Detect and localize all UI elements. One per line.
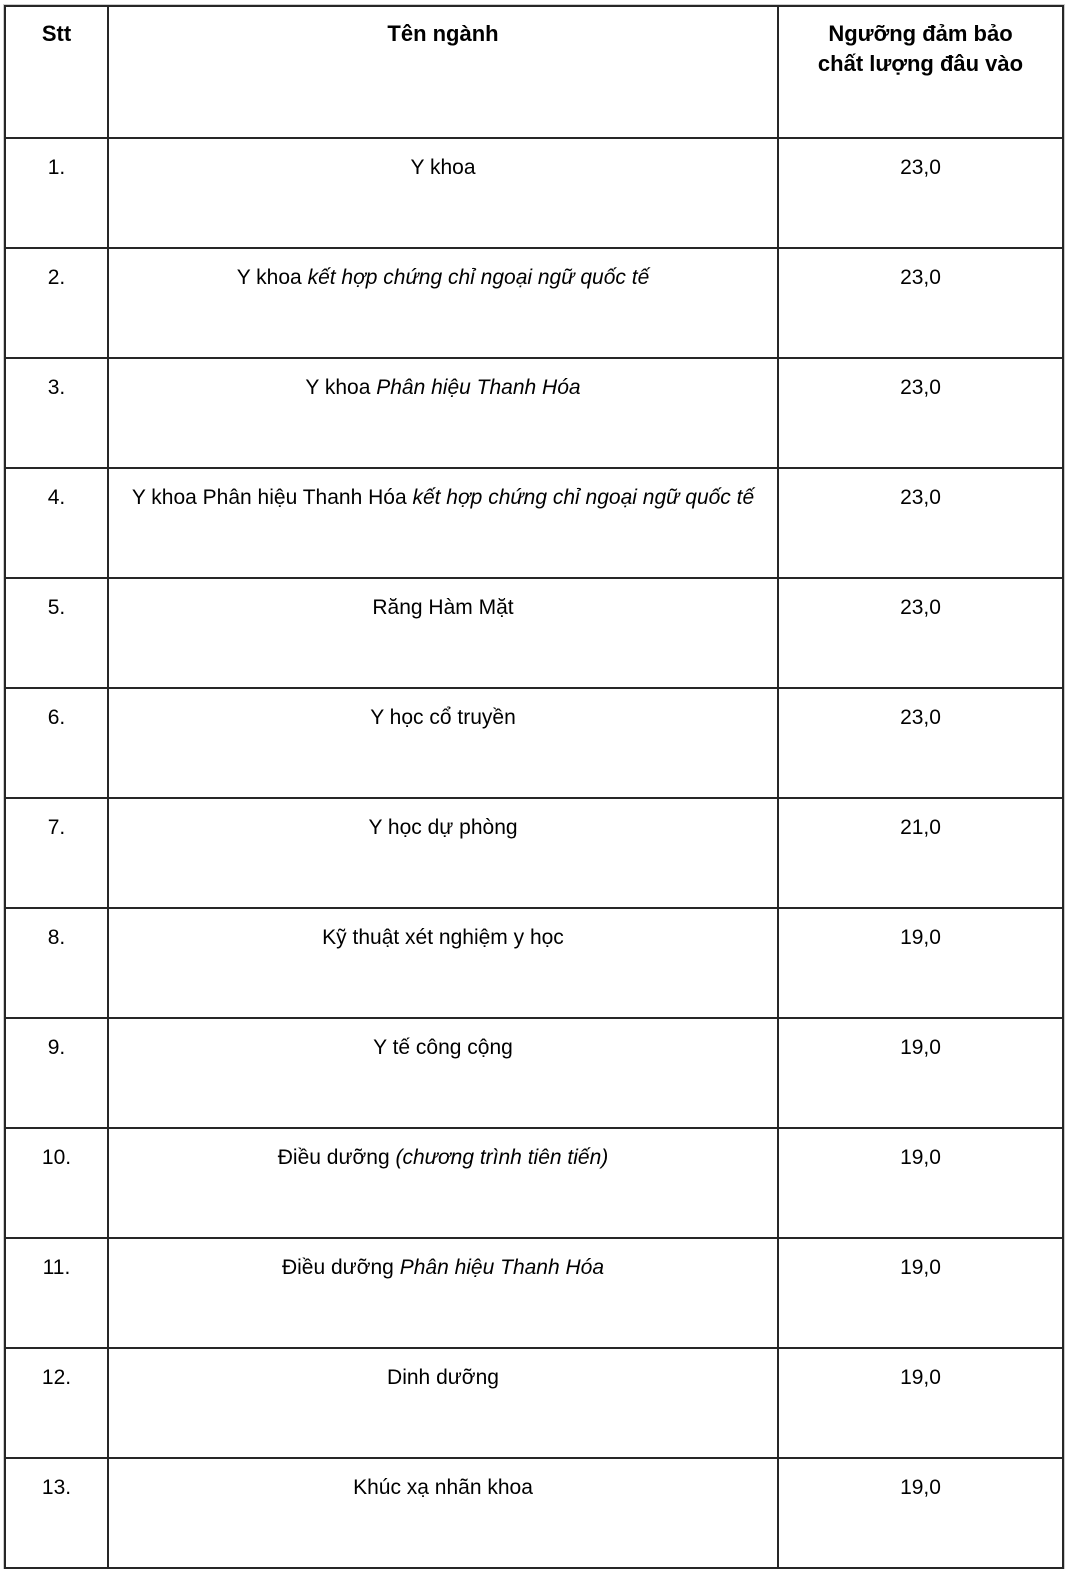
major-name-cell: [108, 1128, 778, 1238]
major-name-cell: [108, 1238, 778, 1348]
table-row: [5, 1238, 1063, 1348]
table-row: [5, 358, 1063, 468]
major-name-cell: [108, 908, 778, 1018]
major-name-cell: [108, 1018, 778, 1128]
row-number-cell: 2.: [5, 248, 108, 358]
major-name-part: Y khoa: [305, 376, 377, 399]
threshold-value-cell: 19,0: [778, 1238, 1063, 1348]
row-number-cell: 11.: [5, 1238, 108, 1348]
major-name-cell: [108, 798, 778, 908]
major-name-part: Y tế công cộng: [373, 1036, 513, 1059]
threshold-value-cell: 23,0: [778, 688, 1063, 798]
major-name-cell: [108, 138, 778, 248]
major-name-cell: [108, 578, 778, 688]
threshold-value-cell: 19,0: [778, 1018, 1063, 1128]
header-ten-nganh: Tên ngành: [108, 6, 778, 138]
major-name-italic-part: kết hợp chứng chỉ ngoại ngữ quốc tế: [307, 266, 650, 289]
threshold-value-cell: 23,0: [778, 358, 1063, 468]
table-row: [5, 138, 1063, 248]
table-row: [5, 248, 1063, 358]
major-name-italic-part: Phân hiệu Thanh Hóa: [376, 376, 581, 399]
header-threshold-line-1: Ngưỡng đảm bảo: [828, 21, 1013, 46]
row-number-cell: 10.: [5, 1128, 108, 1238]
threshold-value-cell: 21,0: [778, 798, 1063, 908]
table-row: [5, 1018, 1063, 1128]
threshold-value-cell: 19,0: [778, 1128, 1063, 1238]
row-number-cell: 3.: [5, 358, 108, 468]
row-number-cell: 6.: [5, 688, 108, 798]
row-number-cell: 4.: [5, 468, 108, 578]
header-stt: Stt: [5, 6, 108, 138]
table-row: [5, 908, 1063, 1018]
major-name-italic-part: kết hợp chứng chỉ ngoại ngữ quốc tế: [412, 486, 755, 509]
threshold-value-cell: 19,0: [778, 1348, 1063, 1458]
header-threshold-line-2: chất lượng đâu vào: [817, 51, 1024, 76]
row-number-cell: 5.: [5, 578, 108, 688]
threshold-value-cell: 19,0: [778, 1458, 1063, 1568]
major-name-cell: [108, 1348, 778, 1458]
major-name-cell: [108, 248, 778, 358]
table-row: [5, 1458, 1063, 1568]
table-row: [5, 1128, 1063, 1238]
admission-threshold-table: [4, 5, 1064, 1569]
major-name-part: Y khoa Phân hiệu Thanh Hóa: [131, 486, 413, 509]
table-row: [5, 688, 1063, 798]
major-name-part: Răng Hàm Mặt: [372, 596, 514, 619]
major-name-cell: [108, 358, 778, 468]
major-name-part: Y học dự phòng: [368, 816, 518, 839]
table-row: [5, 468, 1063, 578]
major-name-part: Điều dưỡng: [277, 1146, 396, 1169]
row-number-cell: 12.: [5, 1348, 108, 1458]
major-name-part: Y khoa: [236, 266, 308, 289]
major-name-part: Điều dưỡng: [281, 1256, 400, 1279]
row-number-cell: 8.: [5, 908, 108, 1018]
major-name-part: Khúc xạ nhãn khoa: [353, 1476, 533, 1499]
major-name-part: Y khoa: [410, 156, 476, 179]
table-row: [5, 798, 1063, 908]
major-name-part: Dinh dưỡng: [387, 1366, 499, 1389]
header-threshold: [778, 6, 1063, 138]
threshold-value-cell: 23,0: [778, 248, 1063, 358]
major-name-cell: [108, 468, 778, 578]
threshold-value-cell: 23,0: [778, 468, 1063, 578]
row-number-cell: 13.: [5, 1458, 108, 1568]
threshold-value-cell: 23,0: [778, 138, 1063, 248]
major-name-italic-part: (chương trình tiên tiến): [395, 1146, 609, 1169]
major-name-cell: [108, 688, 778, 798]
table-header-row: [5, 6, 1063, 138]
threshold-value-cell: 23,0: [778, 578, 1063, 688]
major-name-part: Kỹ thuật xét nghiệm y học: [322, 926, 564, 949]
major-name-cell: [108, 1458, 778, 1568]
threshold-value-cell: 19,0: [778, 908, 1063, 1018]
major-name-part: Y học cổ truyền: [370, 706, 516, 729]
table-row: [5, 578, 1063, 688]
row-number-cell: 9.: [5, 1018, 108, 1128]
major-name-italic-part: Phân hiệu Thanh Hóa: [399, 1256, 605, 1279]
table-body: [5, 138, 1063, 1568]
row-number-cell: 1.: [5, 138, 108, 248]
row-number-cell: 7.: [5, 798, 108, 908]
table-row: [5, 1348, 1063, 1458]
